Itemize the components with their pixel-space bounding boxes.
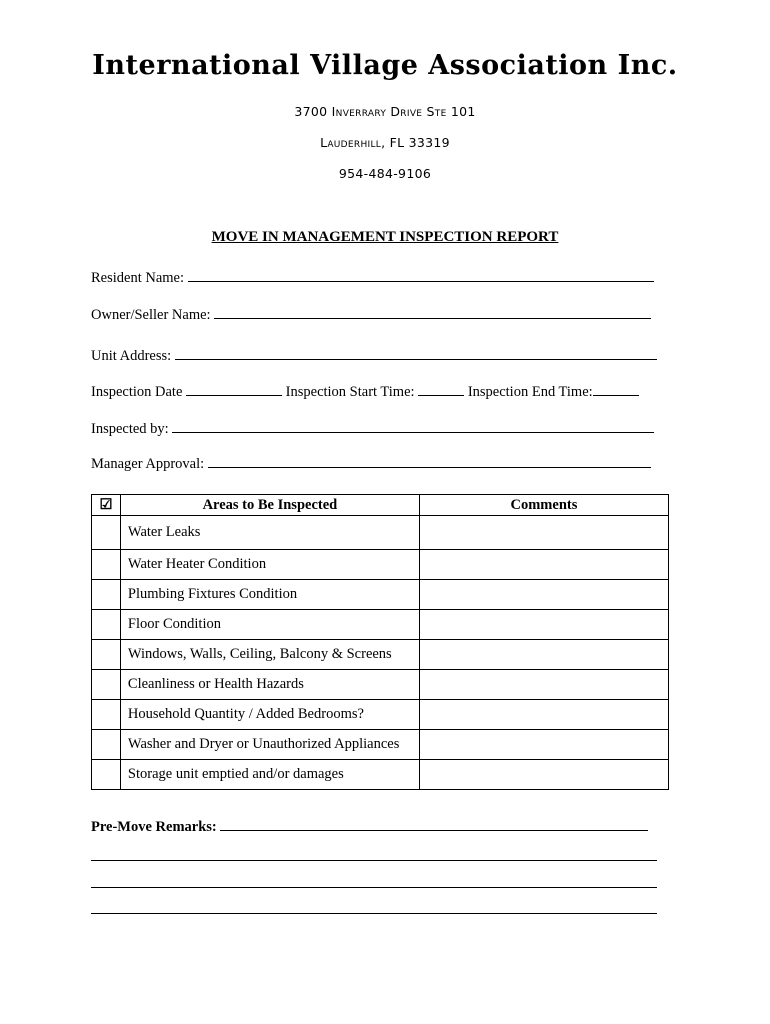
table-row [92, 670, 669, 700]
address-line-1: 3700 Inverrary Drive Ste 101 [294, 104, 476, 119]
table-row [92, 760, 669, 790]
manager-approval-label: Manager Approval: [91, 456, 205, 472]
table-row [92, 610, 669, 640]
pre-move-remarks-label: Pre-Move Remarks: [91, 819, 217, 835]
table-header-row [92, 495, 669, 516]
row-checkbox[interactable] [92, 516, 121, 550]
address-line-2: Lauderhill, FL 33319 [320, 135, 450, 150]
report-title: MOVE IN MANAGEMENT INSPECTION REPORT [211, 229, 559, 245]
row-checkbox[interactable] [92, 700, 121, 730]
phone-number: 954-484-9106 [338, 166, 432, 181]
table-row [92, 730, 669, 760]
row-checkbox[interactable] [92, 760, 121, 790]
resident-name-label: Resident Name: [91, 270, 185, 286]
owner-seller-name-label: Owner/Seller Name: [91, 307, 211, 323]
comment-cell[interactable] [419, 580, 668, 610]
inspection-start-time-label: Inspection Start Time: [285, 384, 415, 400]
inspected-by-label: Inspected by: [91, 421, 169, 437]
comment-cell[interactable] [419, 730, 668, 760]
row-checkbox[interactable] [92, 640, 121, 670]
comment-cell[interactable] [419, 670, 668, 700]
remarks-line-4[interactable] [91, 913, 657, 914]
comment-cell[interactable] [419, 640, 668, 670]
table-row [92, 700, 669, 730]
table-row [92, 550, 669, 580]
inspection-start-time-line[interactable] [418, 383, 464, 396]
inspected-by-line[interactable] [172, 420, 654, 433]
row-checkbox[interactable] [92, 670, 121, 700]
area-label: Water Heater Condition [120, 550, 419, 580]
comment-cell[interactable] [419, 550, 668, 580]
area-label: Plumbing Fixtures Condition [120, 580, 419, 610]
area-label: Washer and Dryer or Unauthorized Appliances [120, 730, 419, 760]
areas-header: Areas to Be Inspected [120, 495, 419, 516]
inspected-by-field[interactable] [91, 420, 654, 438]
unit-address-field[interactable] [91, 347, 657, 365]
comment-cell[interactable] [419, 610, 668, 640]
inspection-end-time-line[interactable] [593, 383, 639, 396]
unit-address-line[interactable] [175, 347, 657, 360]
manager-approval-field[interactable] [91, 455, 651, 473]
area-label: Water Leaks [120, 516, 419, 550]
remarks-line-3[interactable] [91, 887, 657, 888]
inspection-times-field[interactable] [91, 383, 639, 401]
area-label: Cleanliness or Health Hazards [120, 670, 419, 700]
pre-move-remarks-field[interactable] [91, 818, 648, 836]
table-row [92, 580, 669, 610]
row-checkbox[interactable] [92, 550, 121, 580]
row-checkbox[interactable] [92, 580, 121, 610]
inspection-table [91, 494, 669, 790]
owner-seller-name-field[interactable] [91, 306, 651, 324]
table-row [92, 640, 669, 670]
comment-cell[interactable] [419, 700, 668, 730]
organization-name: International Village Association Inc. [92, 50, 678, 81]
comment-cell[interactable] [419, 760, 668, 790]
area-label: Storage unit emptied and/or damages [120, 760, 419, 790]
resident-name-line[interactable] [188, 269, 654, 282]
manager-approval-line[interactable] [208, 455, 651, 468]
table-row [92, 516, 669, 550]
unit-address-label: Unit Address: [91, 348, 172, 364]
area-label: Household Quantity / Added Bedrooms? [120, 700, 419, 730]
inspection-date-label: Inspection Date [91, 384, 183, 400]
inspection-date-line[interactable] [186, 383, 282, 396]
row-checkbox[interactable] [92, 610, 121, 640]
resident-name-field[interactable] [91, 269, 654, 287]
row-checkbox[interactable] [92, 730, 121, 760]
inspection-end-time-label: Inspection End Time: [467, 384, 593, 400]
area-label: Windows, Walls, Ceiling, Balcony & Screens [120, 640, 419, 670]
checkbox-header-icon: ☑ [92, 495, 121, 516]
remarks-line-2[interactable] [91, 860, 657, 861]
owner-seller-name-line[interactable] [214, 306, 651, 319]
comments-header: Comments [419, 495, 668, 516]
comment-cell[interactable] [419, 516, 668, 550]
area-label: Floor Condition [120, 610, 419, 640]
pre-move-remarks-line[interactable] [220, 818, 648, 831]
